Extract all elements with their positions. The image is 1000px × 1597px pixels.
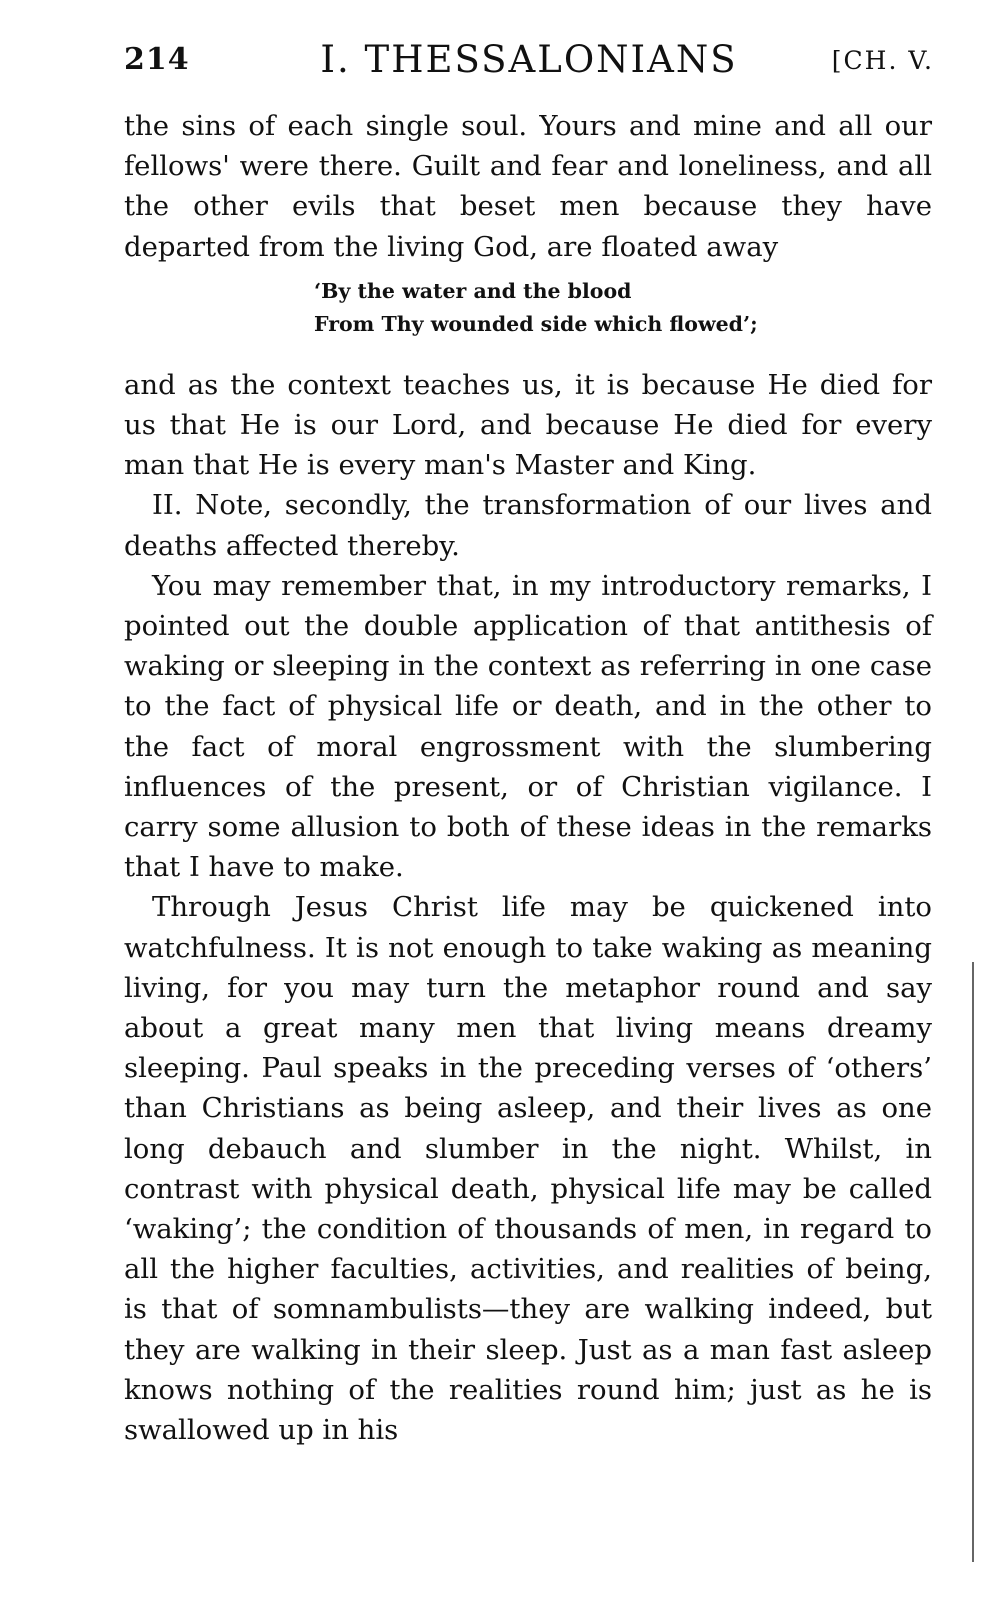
running-title: I. THESSALONIANS <box>320 38 738 81</box>
running-header <box>124 38 934 88</box>
page-number: 214 <box>124 42 190 77</box>
chapter-reference: [CH. V. <box>831 46 934 75</box>
verse-line: ‘By the water and the blood <box>314 278 632 303</box>
paragraph: You may remember that, in my introductory remarks, I pointed out the double application of that antithesis of waking or sleeping in the context as referring in one case to the fact of physical life or death, and in the other to the fact of moral engrossment with the slumbering influences of the present, or of Christian vigilance. I carry some allusion to both of these ideas in the remarks that I have to make. <box>124 569 932 884</box>
margin-rule <box>972 962 974 1562</box>
verse-quotation <box>314 275 932 341</box>
page-body <box>124 106 932 1450</box>
paragraph: Through Jesus Christ life may be quickened into watchfulness. It is not enough to take waking as meaning living, for you may turn the metaphor round and say about a great many men that living means dreamy sleeping. Paul speaks in the preceding verses of ‘others’ than Christians as being asleep, and their lives as one long debauch and slumber in the night. Whilst, in contrast with physical death, physical life may be called ‘waking’; the condition of thousands of men, in regard to all the higher faculties, activities, and realities of being, is that of somnambulists—they are walking indeed, but they are walking in their sleep. Just as a man fast asleep knows nothing of the realities round him; just as he is swallowed up in his <box>124 891 932 1447</box>
paragraph-section-heading: II. Note, secondly, the transformation of our lives and deaths affected thereby. <box>124 489 932 562</box>
paragraph-continued: the sins of each single soul. Yours and mine and all our fellows' were there. Guilt and fear and loneliness, and all the other evils that beset men because they have departed from the living God, are floated away <box>124 110 932 263</box>
verse-line: From Thy wounded side which flowed’; <box>314 311 758 336</box>
paragraph: and as the context teaches us, it is because He died for us that He is our Lord, and because He died for every man that He is every man's Master and King. <box>124 368 932 482</box>
